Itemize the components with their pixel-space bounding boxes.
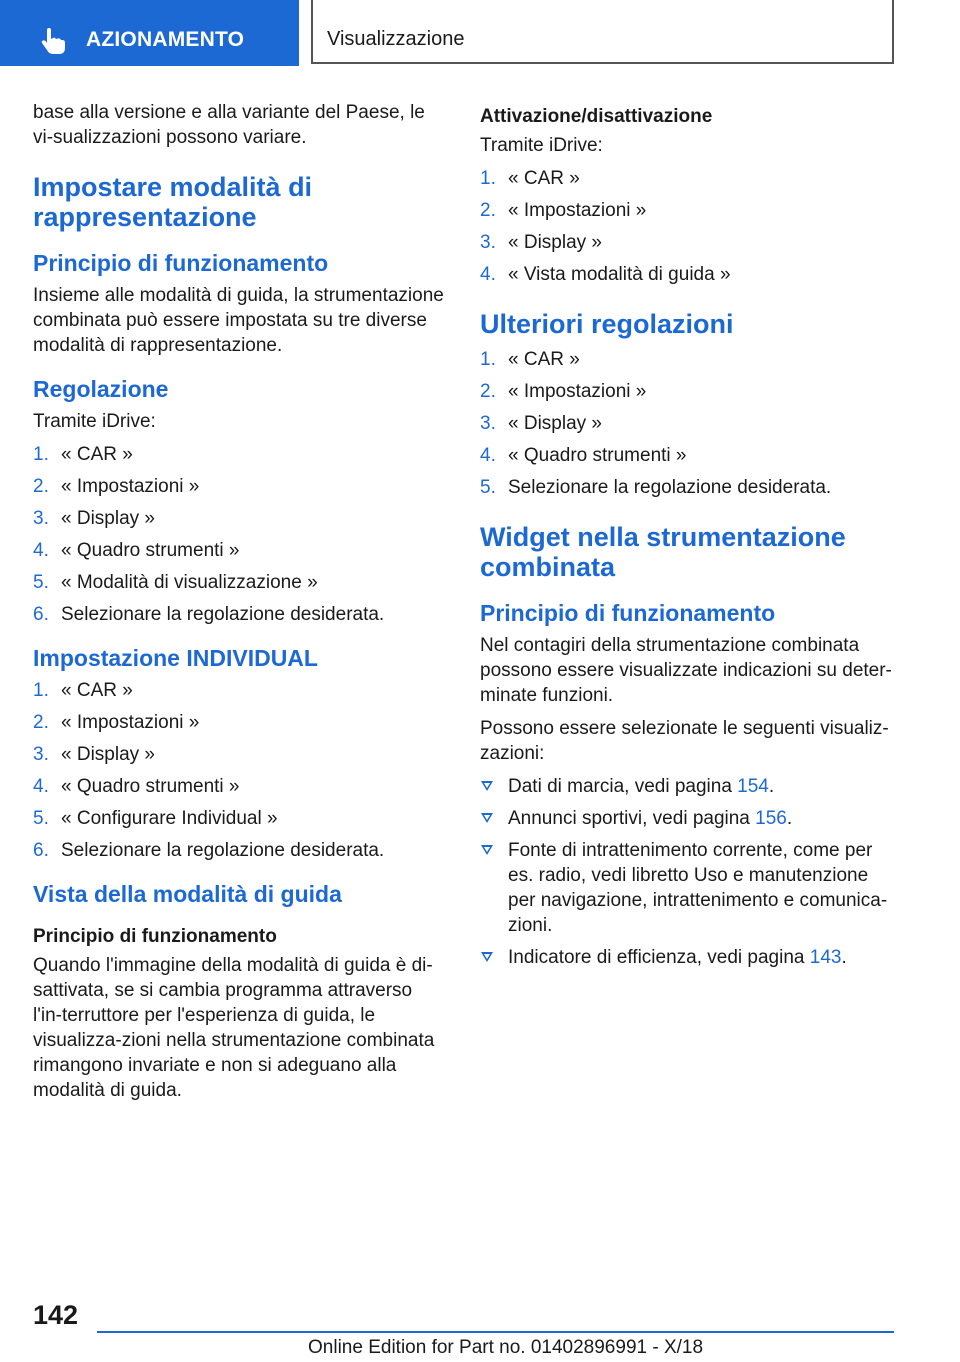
- list-item: 4. « Quadro strumenti »: [480, 445, 687, 466]
- heading-widget: Widget nella strumentazione combinata: [480, 522, 846, 582]
- setting-paragraph: Tramite iDrive:: [33, 411, 156, 432]
- page-link[interactable]: 154: [737, 776, 769, 797]
- list-item: 2. « Impostazioni »: [480, 381, 647, 402]
- steps-setting-list: [33, 442, 445, 627]
- list-item: 6. Selezionare la regolazione desiderata.: [33, 840, 385, 861]
- page-link[interactable]: 156: [755, 808, 787, 829]
- heading-individual: Impostazione INDIVIDUAL: [33, 645, 318, 671]
- list-item: 4. « Vista modalità di guida »: [480, 264, 731, 285]
- heading-principle: Principio di funzionamento: [33, 250, 329, 276]
- list-item: 3. « Display »: [480, 232, 602, 253]
- steps-more-list: [480, 347, 892, 500]
- intro-paragraph: base alla versione e alla variante del Paese, le vi-sualizzazioni possono variare.: [33, 102, 425, 148]
- topic-title: Visualizzazione: [327, 28, 465, 50]
- list-item: 1. « CAR »: [33, 680, 133, 701]
- topic-header: [311, 0, 894, 64]
- list-item: 2. « Impostazioni »: [33, 476, 200, 497]
- page-link[interactable]: 143: [809, 947, 842, 968]
- hand-pointer-icon: [38, 26, 68, 56]
- heading-display-mode: Impostare modalità di rappresentazione: [33, 172, 313, 232]
- list-item: 2. « Impostazioni »: [33, 712, 200, 733]
- triangle-bullet-icon: [481, 813, 493, 823]
- left-column: [33, 100, 445, 1111]
- triangle-bullet-icon: [481, 781, 493, 791]
- list-item: 5. « Modalità di visualizzazione »: [33, 572, 318, 593]
- heading-more-settings: Ulteriori regolazioni: [480, 309, 734, 339]
- triangle-bullet-icon: [481, 952, 493, 962]
- footer-divider: [97, 1331, 894, 1333]
- list-item: Dati di marcia, vedi pagina 154.: [480, 774, 892, 799]
- subheading-view-principle: Principio di funzionamento: [33, 926, 277, 947]
- heading-widget-principle: Principio di funzionamento: [480, 600, 776, 626]
- list-item: 5. « Configurare Individual »: [33, 808, 278, 829]
- list-item: 1. « CAR »: [33, 444, 133, 465]
- list-item: 4. « Quadro strumenti »: [33, 776, 240, 797]
- page-number: 142: [33, 1300, 79, 1330]
- list-item: 2. « Impostazioni »: [480, 200, 647, 221]
- view-paragraph: Quando l'immagine della modalità di guida è di-sattivata, se si cambia programma attraverso l'in-terruttore per l'esperienza di guida, le visualizza-zioni nella strumentazione combinata rimangono invariate e non si adeguano alla modalità di guida.: [33, 955, 435, 1101]
- widget-bullet-list: [480, 774, 892, 970]
- list-item: 4. « Quadro strumenti »: [33, 540, 240, 561]
- list-item: 6. Selezionare la regolazione desiderata.: [33, 604, 385, 625]
- list-item: 3. « Display »: [480, 413, 602, 434]
- list-item: 5. Selezionare la regolazione desiderata.: [480, 477, 832, 498]
- list-item: Indicatore di efficienza, vedi pagina 143.: [480, 945, 892, 970]
- heading-setting: Regolazione: [33, 376, 169, 402]
- list-item: 3. « Display »: [33, 508, 155, 529]
- section-title: AZIONAMENTO: [86, 28, 245, 51]
- heading-view-mode: Vista della modalità di guida: [33, 881, 342, 907]
- subheading-toggle: Attivazione/disattivazione: [480, 106, 713, 127]
- steps-toggle-list: [480, 166, 892, 287]
- list-item: 1. « CAR »: [480, 349, 580, 370]
- principle-paragraph: Insieme alle modalità di guida, la strumentazione combinata può essere impostata su tre diverse modalità di rappresentazione.: [33, 285, 444, 356]
- right-column: [480, 100, 892, 978]
- triangle-bullet-icon: [481, 845, 493, 855]
- widget-paragraph: Nel contagiri della strumentazione combinata possono essere visualizzate indicazioni su deter-minate funzioni.: [480, 635, 892, 706]
- toggle-paragraph: Tramite iDrive:: [480, 135, 603, 156]
- footer-edition: Online Edition for Part no. 01402896991 - X/18: [308, 1337, 704, 1358]
- list-item: 3. « Display »: [33, 744, 155, 765]
- list-item: 1. « CAR »: [480, 168, 580, 189]
- list-item: Annunci sportivi, vedi pagina 156.: [480, 806, 892, 831]
- widget-paragraph-2: Possono essere selezionate le seguenti visualiz-zazioni:: [480, 718, 889, 764]
- steps-individual-list: [33, 678, 445, 863]
- section-tab[interactable]: [0, 0, 299, 66]
- list-item: Fonte di intrattenimento corrente, come per es. radio, vedi libretto Uso e manutenzione per navigazione, intrattenimento e comunica-zioni.: [480, 838, 892, 938]
